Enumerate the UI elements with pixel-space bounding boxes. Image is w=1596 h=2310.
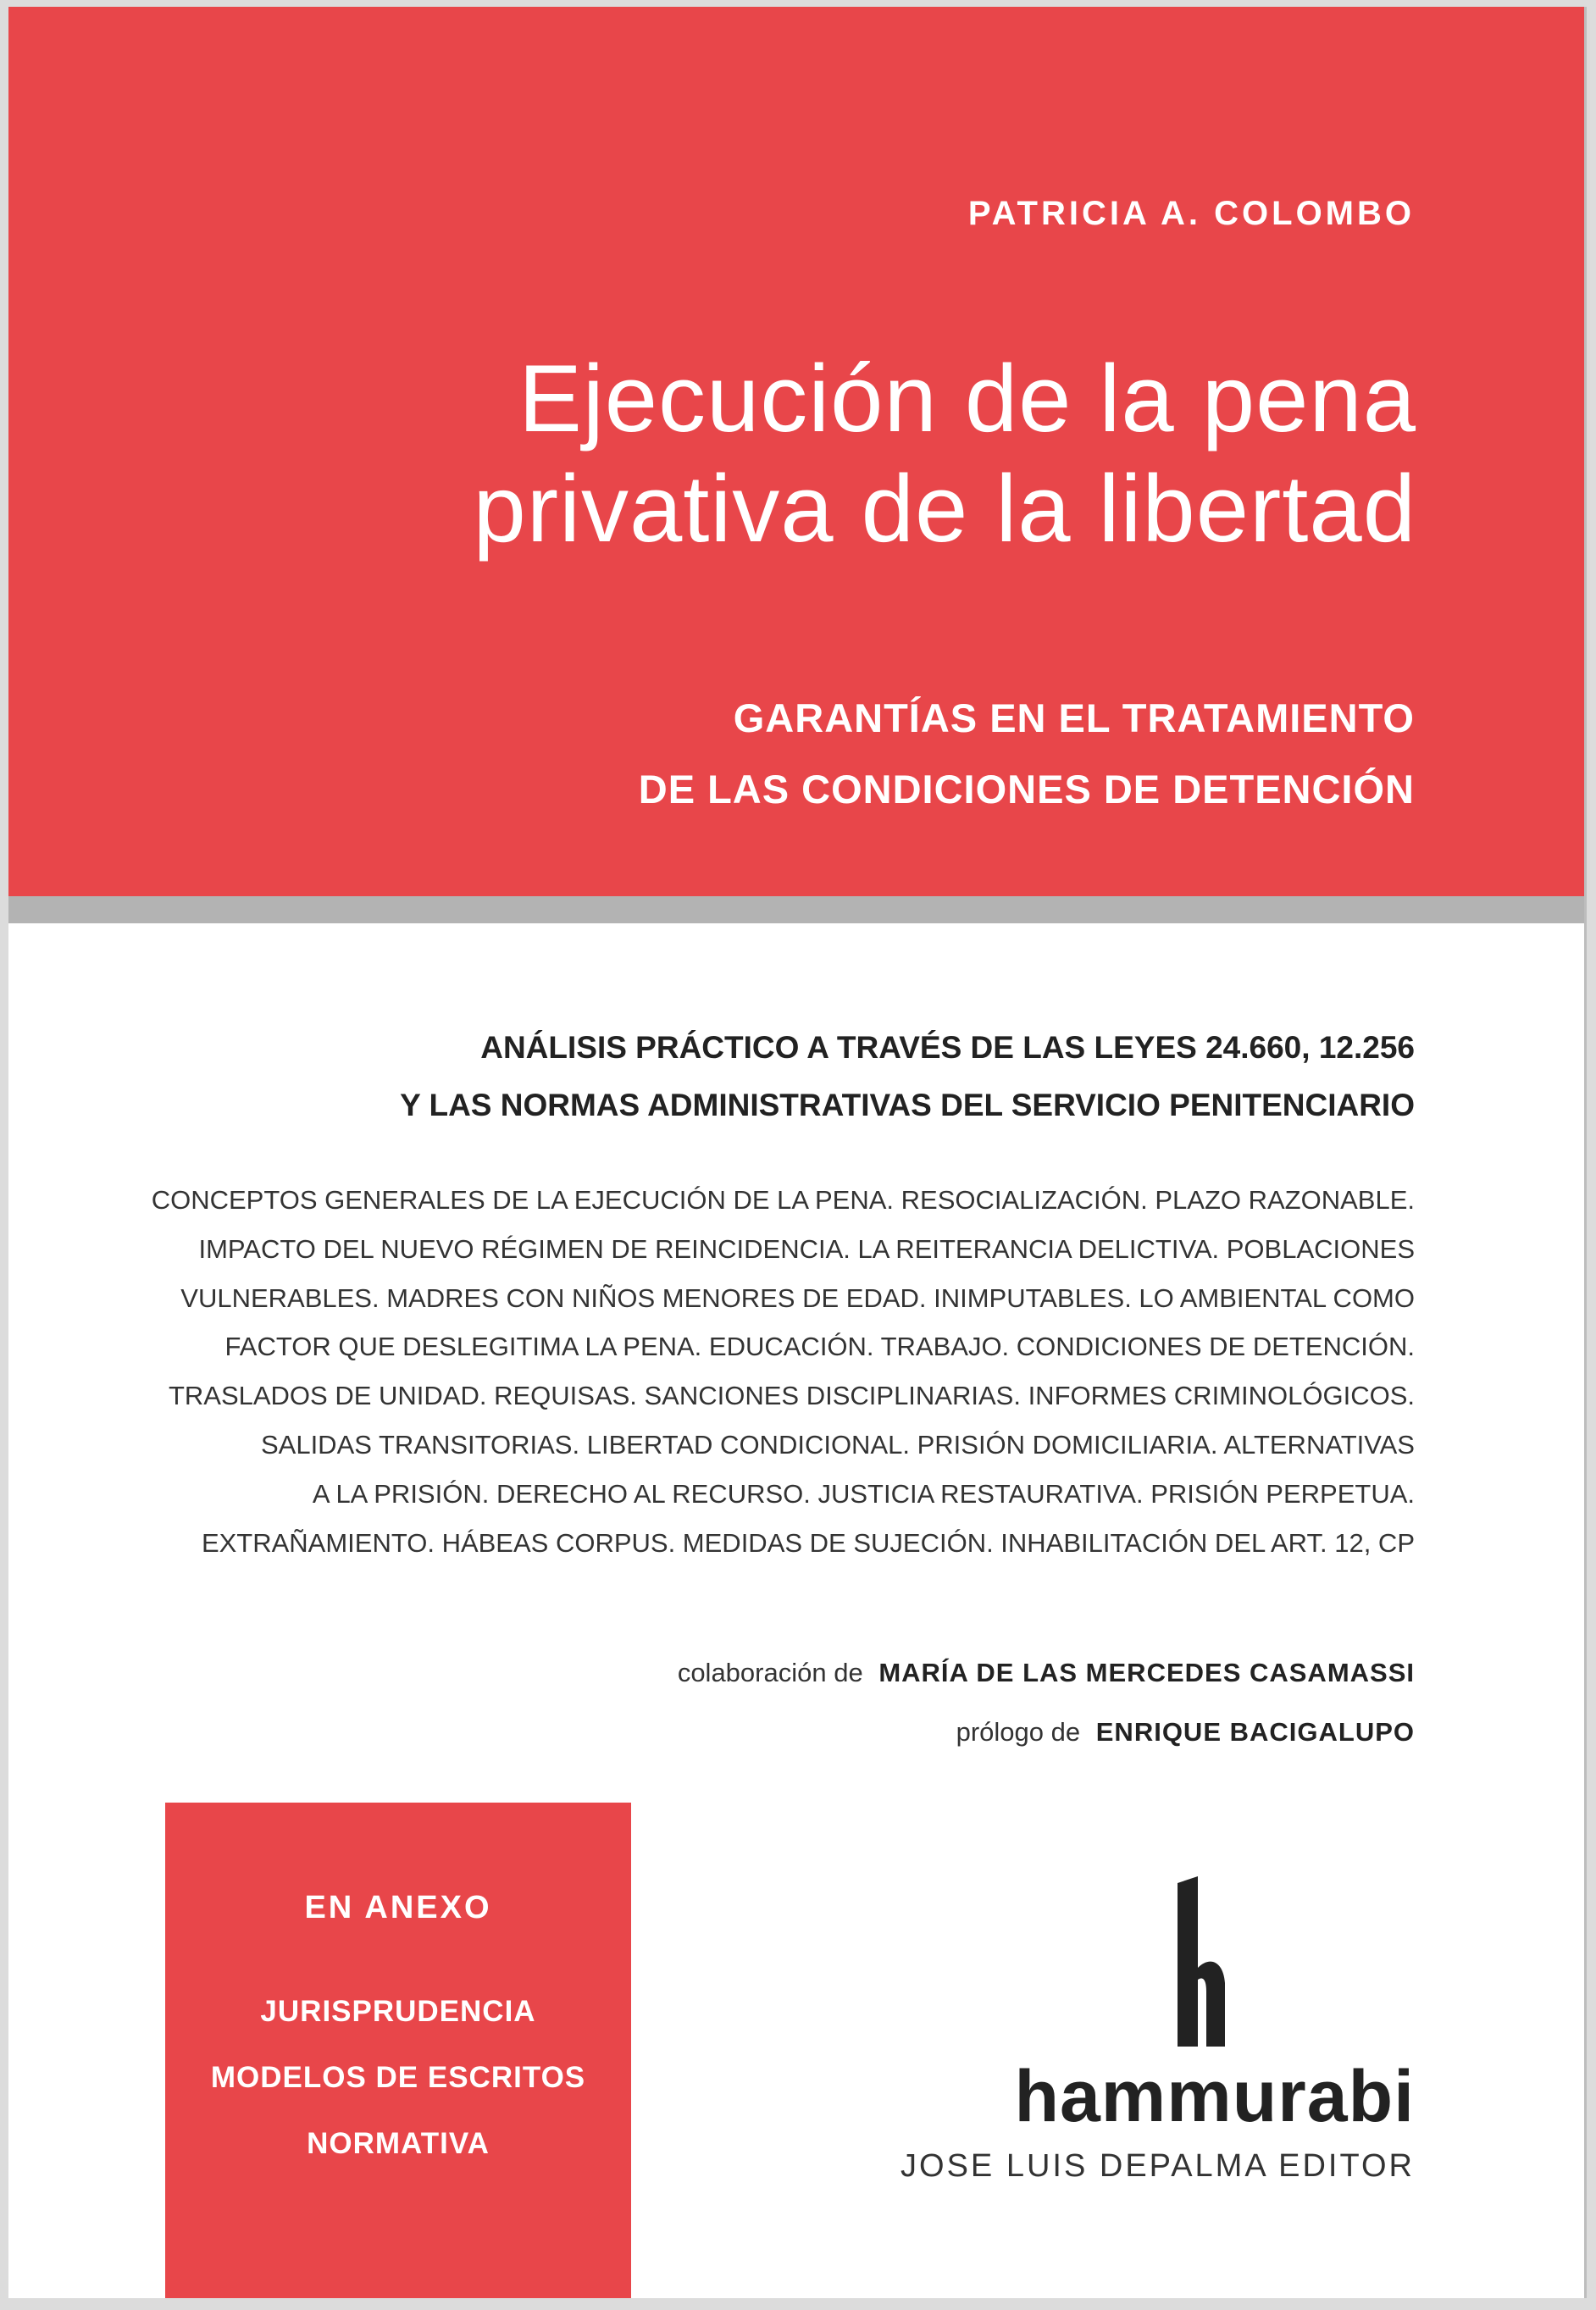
topics-line: IMPACTO DEL NUEVO RÉGIMEN DE REINCIDENCIA. LA REITERANCIA DELICTIVA. POBLACIONES bbox=[198, 1233, 1415, 1264]
collaborator-name: MARÍA DE LAS MERCEDES CASAMASSI bbox=[878, 1658, 1415, 1687]
subtitle-line: DE LAS CONDICIONES DE DETENCIÓN bbox=[638, 767, 1415, 812]
annex-item: JURISPRUDENCIA bbox=[260, 1995, 536, 2028]
grey-divider-stripe bbox=[8, 896, 1584, 923]
publisher-name: JOSE LUIS DEPALMA EDITOR bbox=[901, 2148, 1415, 2184]
annex-item: MODELOS DE ESCRITOS bbox=[210, 2061, 586, 2094]
topics-line: SALIDAS TRANSITORIAS. LIBERTAD CONDICIONAL. PRISIÓN DOMICILIARIA. ALTERNATIVAS bbox=[260, 1429, 1415, 1460]
topics-line: VULNERABLES. MADRES CON NIÑOS MENORES DE EDAD. INIMPUTABLES. LO AMBIENTAL COMO bbox=[180, 1282, 1415, 1313]
annex-item: NORMATIVA bbox=[307, 2127, 490, 2160]
prologue-label: prólogo de bbox=[956, 1717, 1081, 1747]
annex-heading: EN ANEXO bbox=[304, 1890, 492, 1925]
topics-line: CONCEPTOS GENERALES DE LA EJECUCIÓN DE LA PENA. RESOCIALIZACIÓN. PLAZO RAZONABLE. bbox=[151, 1185, 1415, 1215]
prologue-credit bbox=[313, 1703, 1415, 1762]
topics-list bbox=[42, 1176, 1415, 1567]
collaboration-credit bbox=[313, 1643, 1415, 1703]
h-letter-logo-icon bbox=[1169, 1873, 1237, 2059]
title-line: privativa de la libertad bbox=[473, 456, 1416, 562]
annex-box bbox=[165, 1803, 631, 2298]
book-subtitle bbox=[229, 683, 1415, 825]
analysis-heading bbox=[144, 1019, 1415, 1134]
publisher-brand: hammurabi bbox=[1014, 2056, 1415, 2137]
topics-line: EXTRAÑAMIENTO. HÁBEAS CORPUS. MEDIDAS DE SUJECIÓN. INHABILITACIÓN DEL ART. 12, CP bbox=[201, 1527, 1415, 1558]
topics-line: TRASLADOS DE UNIDAD. REQUISAS. SANCIONES DISCIPLINARIAS. INFORMES CRIMINOLÓGICOS. bbox=[168, 1381, 1415, 1411]
title-line: Ejecución de la pena bbox=[518, 346, 1416, 451]
prologue-author: ENRIQUE BACIGALUPO bbox=[1095, 1717, 1415, 1747]
top-red-band bbox=[8, 7, 1584, 896]
topics-line: A LA PRISIÓN. DERECHO AL RECURSO. JUSTICIA RESTAURATIVA. PRISIÓN PERPETUA. bbox=[312, 1478, 1415, 1509]
collaboration-label: colaboración de bbox=[677, 1658, 863, 1687]
author-name: PATRICIA A. COLOMBO bbox=[967, 195, 1415, 232]
subtitle-line: GARANTÍAS EN EL TRATAMIENTO bbox=[733, 695, 1415, 740]
credits bbox=[313, 1643, 1415, 1762]
book-title bbox=[61, 344, 1416, 564]
analysis-line: Y LAS NORMAS ADMINISTRATIVAS DEL SERVICIO PENITENCIARIO bbox=[400, 1088, 1415, 1122]
book-cover bbox=[8, 7, 1587, 2298]
topics-line: FACTOR QUE DESLEGITIMA LA PENA. EDUCACIÓN. TRABAJO. CONDICIONES DE DETENCIÓN. bbox=[224, 1332, 1415, 1362]
annex-list bbox=[165, 1979, 631, 2177]
analysis-line: ANÁLISIS PRÁCTICO A TRAVÉS DE LAS LEYES 24.660, 12.256 bbox=[480, 1030, 1415, 1065]
